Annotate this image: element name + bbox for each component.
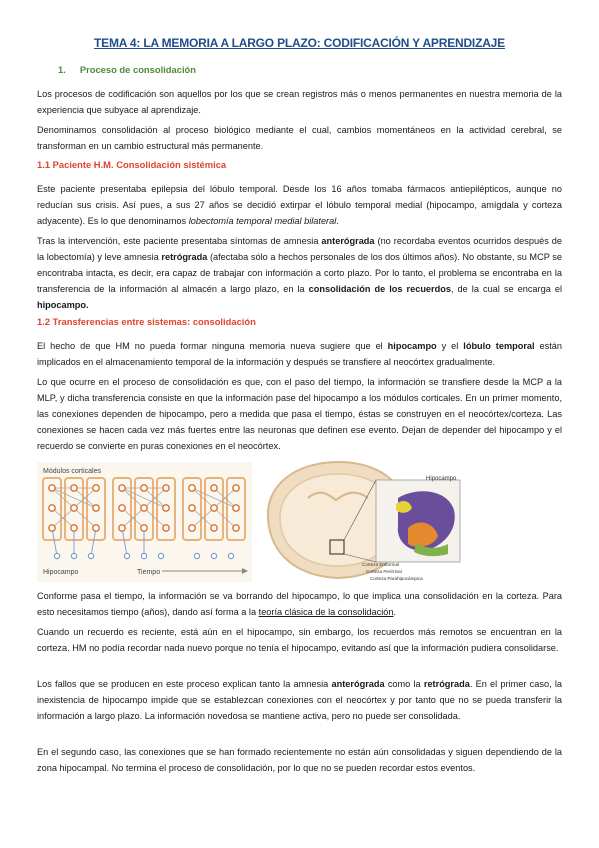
time-label: Tiempo xyxy=(137,569,161,576)
underlined-term: teoría clásica de la consolidación xyxy=(258,607,394,617)
text-run: El hecho de que HM no pueda formar ninguna memoria nueva sugiere que el xyxy=(37,341,388,351)
bold-term: consolidación de los recuerdos xyxy=(308,284,451,294)
neuron-node xyxy=(141,485,147,491)
parahippocampal-label: Corteza Parahipocámpica xyxy=(370,576,423,581)
hippocampus-node xyxy=(88,553,93,558)
paragraph-8: Cuando un recuerdo es reciente, está aún en el hipocampo, sin embargo, los recuerdos más remotos se encuentran en la corteza. HM no podía recordar nada nuevo porque no tenía el hipocampo, evitando así que la información pudiera consolidarse. xyxy=(37,627,562,653)
paragraph-3 xyxy=(37,181,562,229)
section-number: 1. xyxy=(58,64,66,75)
bold-term: hipocampo xyxy=(387,341,437,351)
neuron-node xyxy=(211,525,217,531)
text-run: . En el primer caso, la inexistencia de hipocampo impide que se establezcan conexiones con el neocórtex y por tanto que no se pueda transferir la información a largo plazo. La información novedosa se mantiene activa, pero no puede ser consolidada. xyxy=(37,679,562,721)
bold-term: anterógrada xyxy=(331,679,385,689)
hippocampus-node xyxy=(124,553,129,558)
neuron-node xyxy=(119,485,125,491)
hippocampus-node xyxy=(141,553,146,558)
consolidation-diagram xyxy=(37,462,252,582)
text-run: (no recordaba eventos ocurridos después de la lobectomía) y leve amnesia xyxy=(37,236,562,262)
paragraph-2: Denominamos consolidación al proceso biológico mediante el cual, cambios momentáneos en la actividad cerebral, se transforman en un cambio estructural más permanente. xyxy=(37,125,562,151)
brain-section-figure xyxy=(258,458,470,586)
neuron-node xyxy=(211,485,217,491)
modules-label: Módulos corticales xyxy=(43,468,101,475)
neuron-node xyxy=(233,485,239,491)
subsection-heading-1-2: 1.2 Transferencias entre sistemas: consolidación xyxy=(37,316,256,327)
bold-term: lóbulo temporal xyxy=(463,341,535,351)
text-run: están implicados en el almacenamiento temporal de la información y después se transfiere al neocórtex gradualmente. xyxy=(37,341,563,367)
neuron-node xyxy=(189,485,195,491)
text-run: . xyxy=(336,216,339,226)
neuron-node xyxy=(163,525,169,531)
neuron-node xyxy=(49,485,55,491)
text-run: , de la cual se encarga el xyxy=(450,284,562,294)
neuron-node xyxy=(141,505,147,511)
bold-term: anterógrada xyxy=(321,236,375,246)
neuron-node xyxy=(71,505,77,511)
neuron-node xyxy=(93,525,99,531)
paragraph-5 xyxy=(37,338,562,370)
paragraph-10: En el segundo caso, las conexiones que se han formado recientemente no están aún consolidadas y siguen dependiendo de la zona hipocampal. No termina el proceso de consolidación, por lo que no se pueden recordar estos eventos. xyxy=(37,747,562,773)
hippocampus-node xyxy=(54,553,59,558)
text-run: Conforme pasa el tiempo, la información se va borrando del hipocampo, lo que implica una consolidación en la corteza. Para esto necesitamos tiempo (años), dando así forma a la xyxy=(37,591,562,617)
entorhinal-label: Corteza Entorrinal xyxy=(362,562,400,567)
neuron-node xyxy=(211,505,217,511)
neuron-node xyxy=(49,525,55,531)
neuron-node xyxy=(93,485,99,491)
paragraph-1: Los procesos de codificación son aquellos por los que se crean registros más o menos permanentes en nuestra memoria de la experiencia que subyace al aprendizaje. xyxy=(37,89,562,115)
hippocampus-label: Hipocampo xyxy=(43,569,79,576)
paragraph-7 xyxy=(37,588,562,620)
neuron-node xyxy=(189,525,195,531)
hippocampus-node xyxy=(228,553,233,558)
brain-section-svg xyxy=(258,458,470,586)
section-heading xyxy=(58,64,196,75)
text-run: . xyxy=(393,607,397,617)
neuron-node xyxy=(119,505,125,511)
paragraph-4 xyxy=(37,233,562,313)
neuron-node xyxy=(71,525,77,531)
bold-term: hipocampo. xyxy=(37,300,89,310)
neuron-node xyxy=(71,485,77,491)
hippocampus-node xyxy=(194,553,199,558)
neuron-node xyxy=(189,505,195,511)
neuron-node xyxy=(49,505,55,511)
neuron-node xyxy=(163,505,169,511)
text-run: Este paciente presentaba epilepsia del lóbulo temporal. Desde los 16 años tomaba fármacos antiepilépticos, aunque no reducían sus crisis. Así pues, a sus 27 años se decidió extirpar el lóbulo temporal medial (hipocampo, amígdala y corteza adyacente). Es lo que denominamos xyxy=(37,184,562,226)
consolidation-diagram-svg xyxy=(37,462,252,582)
paragraph-9 xyxy=(37,676,562,724)
text-run: Los fallos que se producen en este proceso explican tanto la amnesia xyxy=(37,679,332,689)
hippocampus-label: Hipocampo xyxy=(426,476,457,482)
bold-term: retrógrada xyxy=(423,679,470,689)
text-run: Tras la intervención, este paciente presentaba síntomas de amnesia xyxy=(37,236,322,246)
text-run: como la xyxy=(384,679,424,689)
neuron-node xyxy=(163,485,169,491)
neuron-node xyxy=(119,525,125,531)
hippocampus-node xyxy=(211,553,216,558)
text-run: y el xyxy=(436,341,464,351)
perirhinal-label: Corteza Perirrinal xyxy=(366,569,402,574)
subsection-heading-1-1: 1.1 Paciente H.M. Consolidación sistémica xyxy=(37,159,227,170)
neuron-node xyxy=(141,525,147,531)
hippocampus-node xyxy=(158,553,163,558)
page-title: TEMA 4: LA MEMORIA A LARGO PLAZO: CODIFICACIÓN Y APRENDIZAJE xyxy=(94,36,505,50)
neuron-node xyxy=(93,505,99,511)
neuron-node xyxy=(233,505,239,511)
section-title: Proceso de consolidación xyxy=(79,64,197,75)
italic-term: lobectomía temporal medial bilateral xyxy=(188,216,337,226)
bold-term: retrógrada xyxy=(161,252,208,262)
neuron-node xyxy=(233,525,239,531)
paragraph-6: Lo que ocurre en el proceso de consolidación es que, con el paso del tiempo, la información se transfiere desde la MCP a la MLP, y dicha transferencia consiste en que la información pase del hipocampo a los módulos corticales. En un primer momento, las conexiones dependen de hipocampo, pero a medida que pasa el tiempo, éstas se construyen en el neocórtex/corteza. Las conexiones se hacen cada vez más fuertes entre las neuronas que definen ese evento. Dejan de depender del hipocampo y el recuerdo se convierte en puras conexiones en el neocórtex. xyxy=(37,377,562,451)
text-run: (afectaba sólo a hechos personales de los dos últimos años). No obstante, su MCP se encontraba intacta, es decir, era capaz de trabajar con información a corto plazo. Por lo tanto, el problema se encontraba en la transferencia de la información al almacén a largo plazo, en la xyxy=(37,252,562,294)
hippocampus-node xyxy=(71,553,76,558)
